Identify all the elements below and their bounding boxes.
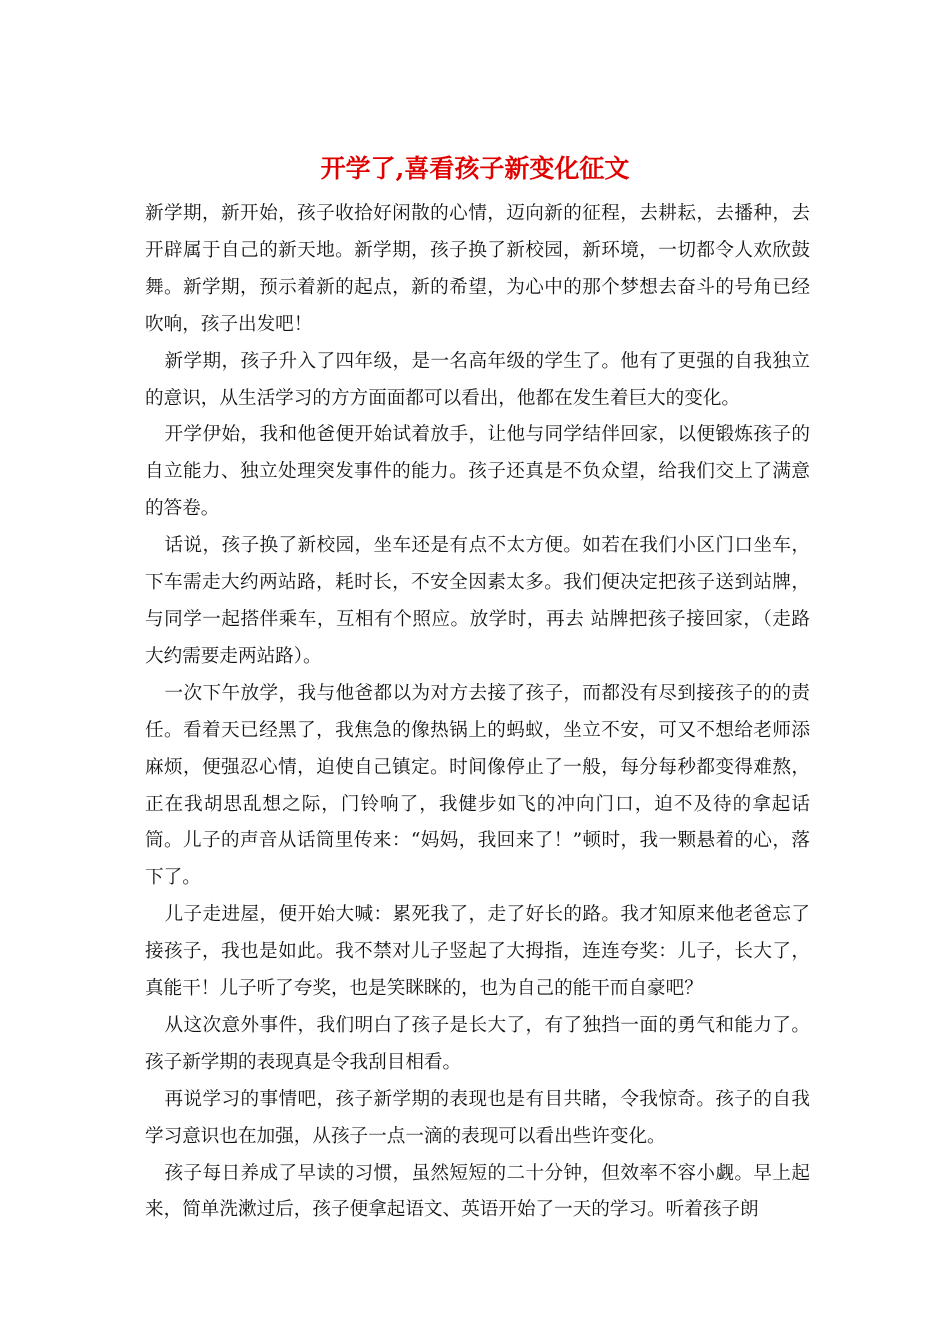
paragraph-2: 新学期，孩子升入了四年级，是一名高年级的学生了。他有了更强的自我独立的意识，从生活学习的方方面面都可以看出，他都在发生着巨大的变化。 (145, 350, 810, 409)
paragraph-8: 再说学习的事情吧，孩子新学期的表现也是有目共睹，令我惊奇。孩子的自我学习意识也在加强，从孩子一点一滴的表现可以看出些许变化。 (145, 1088, 810, 1147)
paragraph-3: 开学伊始，我和他爸便开始试着放手，让他与同学结伴回家，以便锻炼孩子的自立能力、独立处理突发事件的能力。孩子还真是不负众望，给我们交上了满意的答卷。 (145, 424, 810, 520)
paragraph-9: 孩子每日养成了早读的习惯，虽然短短的二十分钟，但效率不容小觑。早上起来，简单洗漱过后，孩子便拿起语文、英语开始了一天的学习。听着孩子朗 (145, 1162, 810, 1221)
paragraph-5: 一次下午放学，我与他爸都以为对方去接了孩子，而都没有尽到接孩子的的责任。看着天已经黑了，我焦急的像热锅上的蚂蚁，坐立不安，可又不想给老师添麻烦，便强忍心情，迫使自己镇定。时间像停止了一般，每分每秒都变得难熬，正在我胡思乱想之际，门铃响了，我健步如飞的冲向门口，迫不及待的拿起话筒。儿子的声音从话筒里传来：“妈妈，我回来了！”顿时，我一颗悬着的心，落下了。 (145, 682, 810, 889)
paragraph-6: 儿子走进屋，便开始大喊：累死我了，走了好长的路。我才知原来他老爸忘了接孩子，我也是如此。我不禁对儿子竖起了大拇指，连连夸奖：儿子，长大了，真能干！儿子听了夸奖，也是笑眯眯的，也为自己的能干而自豪吧？ (145, 904, 810, 1000)
paragraph-1: 新学期，新开始，孩子收拾好闲散的心情，迈向新的征程，去耕耘，去播种，去开辟属于自己的新天地。新学期，孩子换了新校园，新环境，一切都令人欢欣鼓舞。新学期，预示着新的起点，新的希望，为心中的那个梦想去奋斗的号角已经吹响，孩子出发吧！ (145, 203, 810, 335)
document-title: 开学了,喜看孩子新变化征文 (320, 154, 630, 183)
paragraph-4: 话说，孩子换了新校园，坐车还是有点不太方便。如若在我们小区门口坐车，下车需走大约两站路，耗时长，不安全因素太多。我们便决定把孩子送到站牌，与同学一起搭伴乘车，互相有个照应。放学时，再去 站牌把孩子接回家，（走路大约需要走两站路）。 (145, 535, 810, 667)
paragraph-7: 从这次意外事件，我们明白了孩子是长大了，有了独挡一面的勇气和能力了。孩子新学期的表现真是令我刮目相看。 (145, 1014, 810, 1073)
document-body (145, 196, 810, 1229)
